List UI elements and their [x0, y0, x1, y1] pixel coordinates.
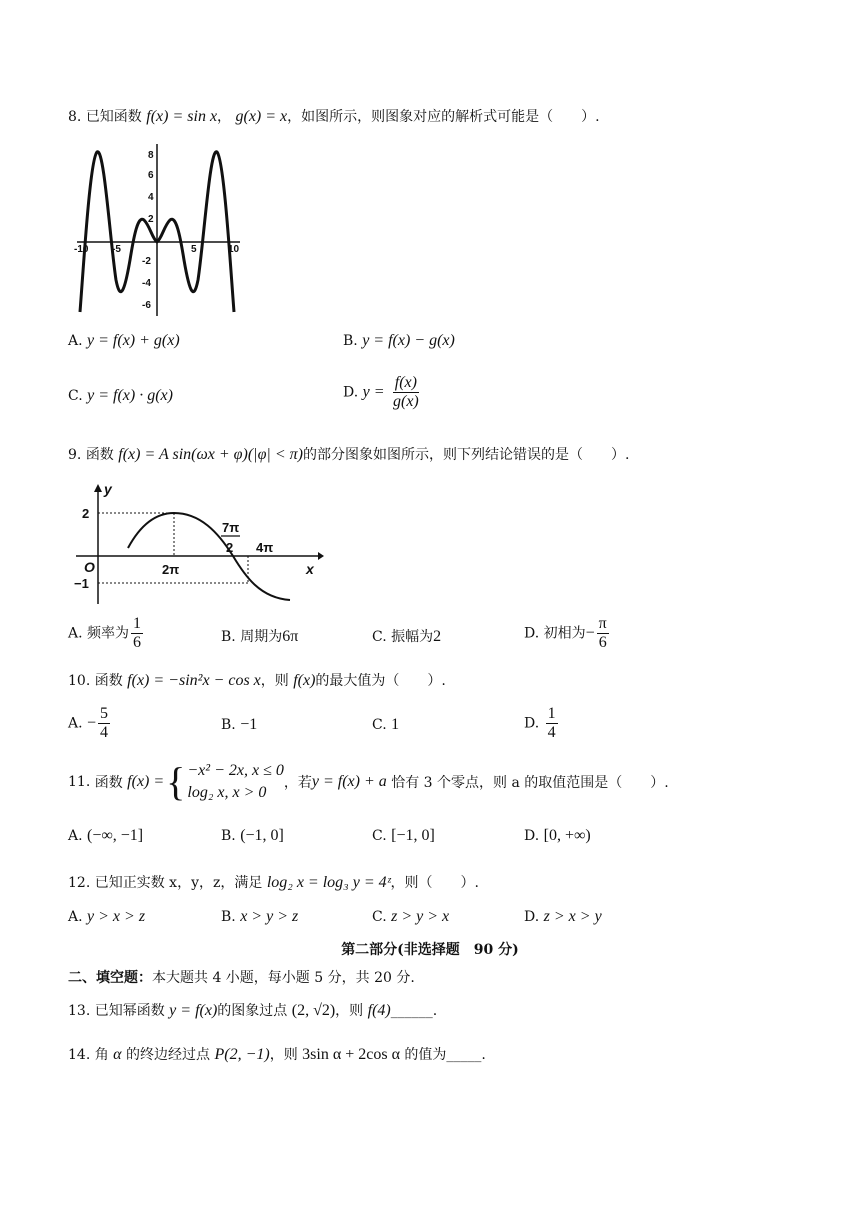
q8-option-d[interactable]: D. y = $\frac{f(x)}{g(x)}$: [343, 374, 419, 410]
tick-x-neg5: -5: [112, 244, 121, 255]
q8-option-b[interactable]: B. y = f(x) − g(x): [343, 332, 455, 349]
label-7pi: 7π: [222, 520, 240, 535]
tick-y-4: 4: [148, 192, 154, 203]
x-axis-label: x: [306, 561, 314, 577]
piecewise-cases: −x² − 2x, x ≤ 0 log₂ x, x > 0: [187, 762, 284, 801]
q9-option-b[interactable]: B. 周期为6π: [221, 628, 299, 645]
q12-option-c[interactable]: C. z > y > x: [372, 908, 450, 925]
tick-x-5: 5: [191, 244, 197, 255]
label-4pi: 4π: [256, 540, 274, 555]
fraction: $\frac{f(x)}{g(x)}$: [393, 374, 419, 410]
question-10-stem: 10. 函数 f(x) = −sin²x − cos x，则 f(x)的最大值为（ ）.: [68, 672, 446, 689]
tick-y-6: 6: [148, 170, 154, 181]
tick-y-neg2: -2: [142, 256, 151, 267]
q10-option-d[interactable]: D. $\frac{1}{4}$: [524, 705, 556, 741]
answer-blank[interactable]: ______.: [390, 1003, 438, 1019]
g-definition: g(x) = x: [235, 108, 288, 125]
question-13-stem: 13. 已知幂函数 y = f(x)的图象过点 (2, √2)，则 f(4)______.: [68, 1002, 438, 1019]
q11-option-c[interactable]: C. [−1, 0]: [372, 827, 435, 844]
question-8-stem: 8. 已知函数 f(x) = sin x， g(x) = x，如图所示，则图象对应的解析式可能是（ ）.: [68, 108, 600, 125]
tick-x-neg10: -10: [74, 244, 89, 255]
q9-option-d[interactable]: D. 初相为− $\frac{\pi}{6}$: [524, 615, 607, 651]
q10-option-b[interactable]: B. −1: [221, 716, 258, 733]
q11-option-d[interactable]: D. [0, +∞): [524, 827, 591, 844]
origin-label: O: [84, 559, 95, 575]
tick-y-neg4: -4: [142, 278, 151, 289]
q11-option-b[interactable]: B. (−1, 0]: [221, 827, 284, 844]
question-11-stem: 11. 函数 f(x) = { −x² − 2x, x ≤ 0 log₂ x, x > 0 ，若 y = f(x) + a 恰有 3 个零点，则 a 的取值范围是（ ）.: [68, 759, 669, 804]
q11-option-a[interactable]: A. (−∞, −1]: [68, 827, 144, 844]
tick-x-10: 10: [228, 244, 240, 255]
q12-option-a[interactable]: A. y > x > z: [68, 908, 146, 925]
question-9-stem: 9. 函数 f(x) = A sin(ωx + φ)(|φ| < π)的部分图象如图所示，则下列结论错误的是（ ）.: [68, 446, 630, 463]
tick-y-neg6: -6: [142, 300, 151, 311]
question-14-stem: 14. 角 α 的终边经过点 P(2, −1)，则 3sin α + 2cos α 的值为_____.: [68, 1046, 486, 1063]
q9-option-c[interactable]: C. 振幅为2: [372, 628, 442, 645]
q8-function-graph: [72, 140, 242, 318]
q10-option-c[interactable]: C. 1: [372, 716, 400, 733]
label-2: 2: [82, 506, 90, 521]
q8-option-c[interactable]: C. y = f(x) · g(x): [68, 387, 173, 404]
q8-option-a[interactable]: A. y = f(x) + g(x): [68, 332, 180, 349]
tick-y-2: 2: [148, 214, 154, 225]
tick-y-8: 8: [148, 150, 154, 161]
q9-option-a[interactable]: A. 频率为 $\frac{1}{6}$: [68, 615, 142, 651]
label-2pi: 2π: [162, 562, 180, 577]
f-definition: f(x) = sin x: [146, 108, 218, 125]
answer-blank[interactable]: _____.: [446, 1047, 486, 1063]
part-2-title: 第二部分(非选择题 90 分): [341, 942, 519, 958]
q10-option-a[interactable]: A. − $\frac{5}{4}$: [68, 705, 109, 741]
label-minus-1: −1: [74, 576, 89, 591]
section-fill-in-header: 二、填空题：本大题共 4 小题，每小题 5 分，共 20 分.: [68, 970, 415, 986]
q12-option-d[interactable]: D. z > x > y: [524, 908, 602, 925]
q9-expression: f(x) = A sin(ωx + φ)(|φ| < π): [118, 446, 303, 463]
q9-function-graph: [70, 480, 325, 608]
brace-icon: {: [166, 759, 186, 804]
y-axis-label: y: [104, 481, 112, 497]
question-12-stem: 12. 已知正实数 x，y，z，满足 log₂ x = log₃ y = 4ᶻ，则（ ）.: [68, 874, 479, 891]
label-over-2: 2: [226, 540, 234, 555]
q12-option-b[interactable]: B. x > y > z: [221, 908, 299, 925]
